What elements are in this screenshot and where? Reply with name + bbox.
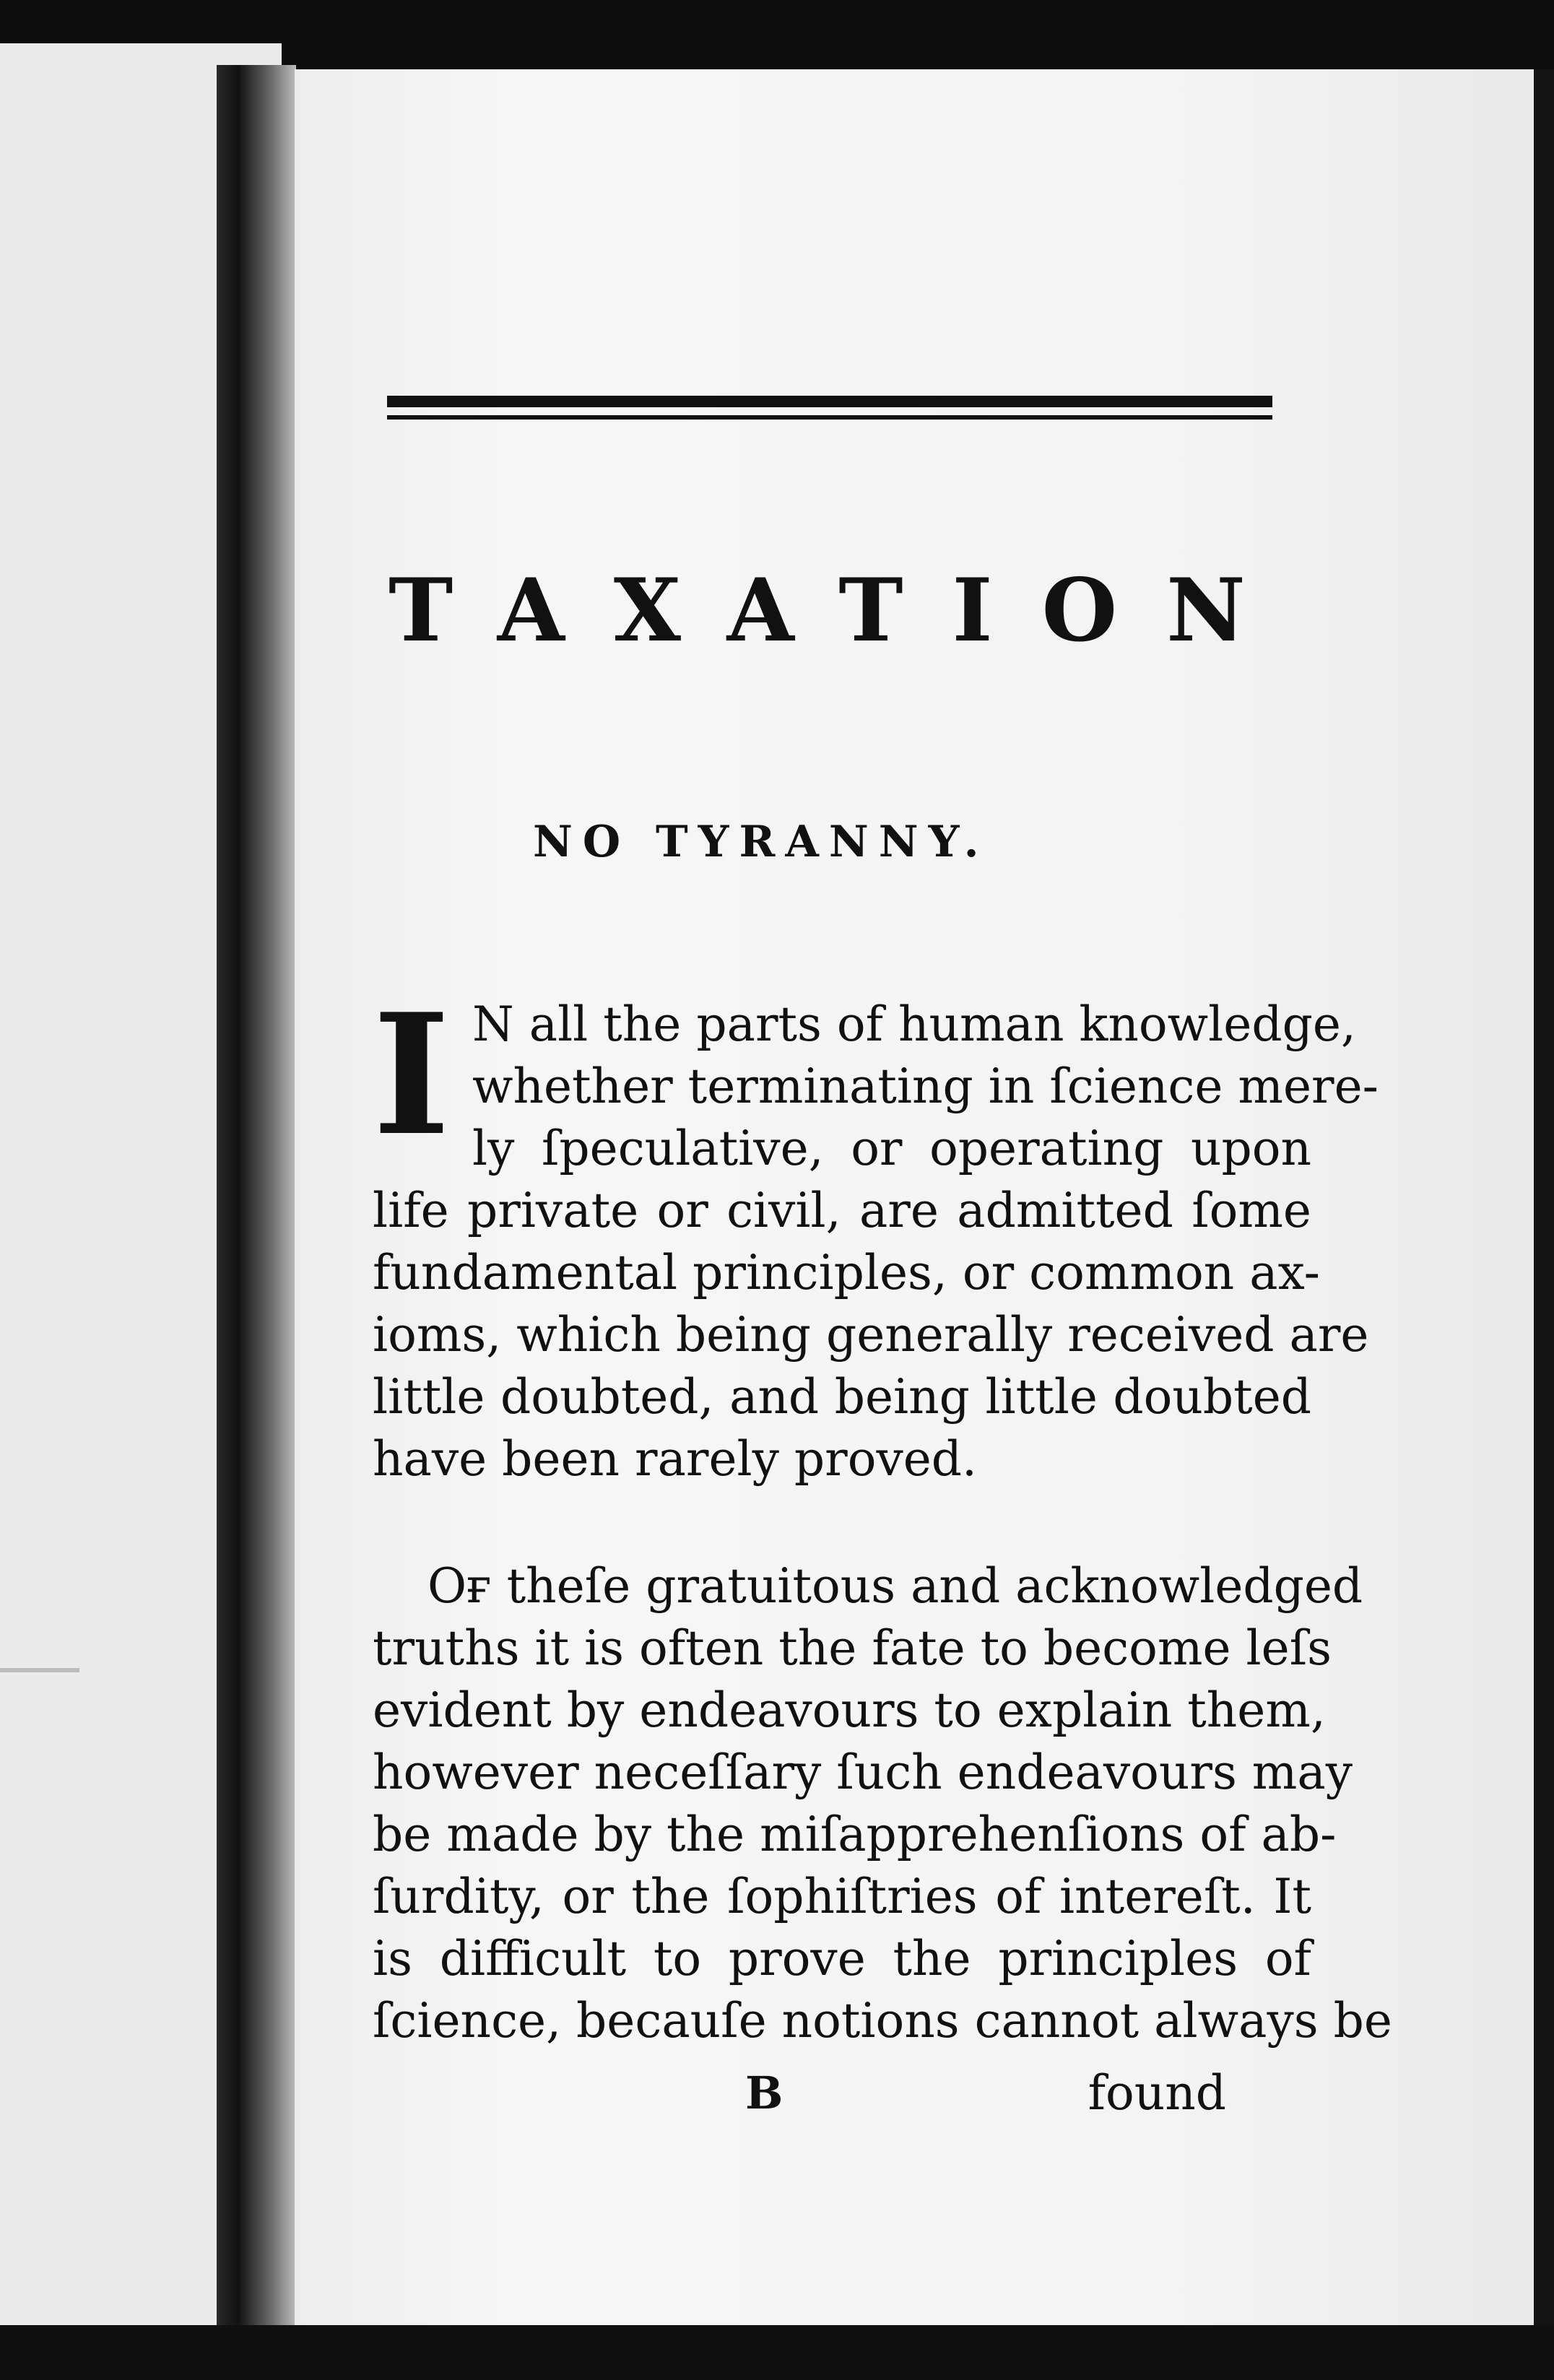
text-line: evident by endeavours to explain them,	[373, 1682, 1326, 1738]
page-subtitle: NO TYRANNY.	[533, 817, 989, 867]
text-line: ſcience, becauſe notions cannot always be	[373, 1993, 1392, 2049]
text-line: ioms, which being generally received are	[373, 1307, 1369, 1363]
text-line: be made by the miſapprehenſions of ab-	[373, 1807, 1337, 1862]
text-line: fundamental principles, or common ax-	[373, 1245, 1320, 1300]
text-line: ſurdity, or the ſophiſtries of intereſt. It	[373, 1869, 1311, 1924]
drop-cap: I	[373, 978, 451, 1173]
paragraph-1	[373, 978, 1379, 1490]
book-page	[295, 69, 1554, 2325]
text-line: N all the parts of human knowledge,	[472, 996, 1356, 1052]
paragraph-2	[373, 1555, 1392, 2052]
text-line: is difficult to prove the principles of	[373, 1931, 1311, 1986]
facing-page-rule	[0, 1668, 79, 1672]
text-line: however neceſſary ſuch endeavours may	[373, 1745, 1353, 1800]
text-line: truths it is often the fate to become leſs	[373, 1620, 1332, 1676]
text-line: ly ſpeculative, or operating upon	[472, 1121, 1311, 1176]
page-bottom-edge	[0, 2325, 1554, 2380]
text-line: Oғ theſe gratuitous and acknowledged	[427, 1558, 1363, 1614]
header-rule-thin	[387, 415, 1272, 420]
header-rule-thick	[387, 396, 1272, 407]
page-right-edge	[1534, 69, 1554, 2325]
signature-mark: B	[745, 2067, 783, 2119]
text-line: have been rarely proved.	[373, 1431, 978, 1487]
text-line: little doubted, and being little doubted	[373, 1369, 1311, 1425]
text-line: life private or civil, are admitted ſome	[373, 1183, 1311, 1238]
catchword: found	[1088, 2065, 1226, 2121]
book-gutter	[217, 65, 296, 2325]
page-title: TAXATION	[388, 560, 1295, 661]
text-line: whether terminating in ſcience mere-	[472, 1059, 1379, 1114]
